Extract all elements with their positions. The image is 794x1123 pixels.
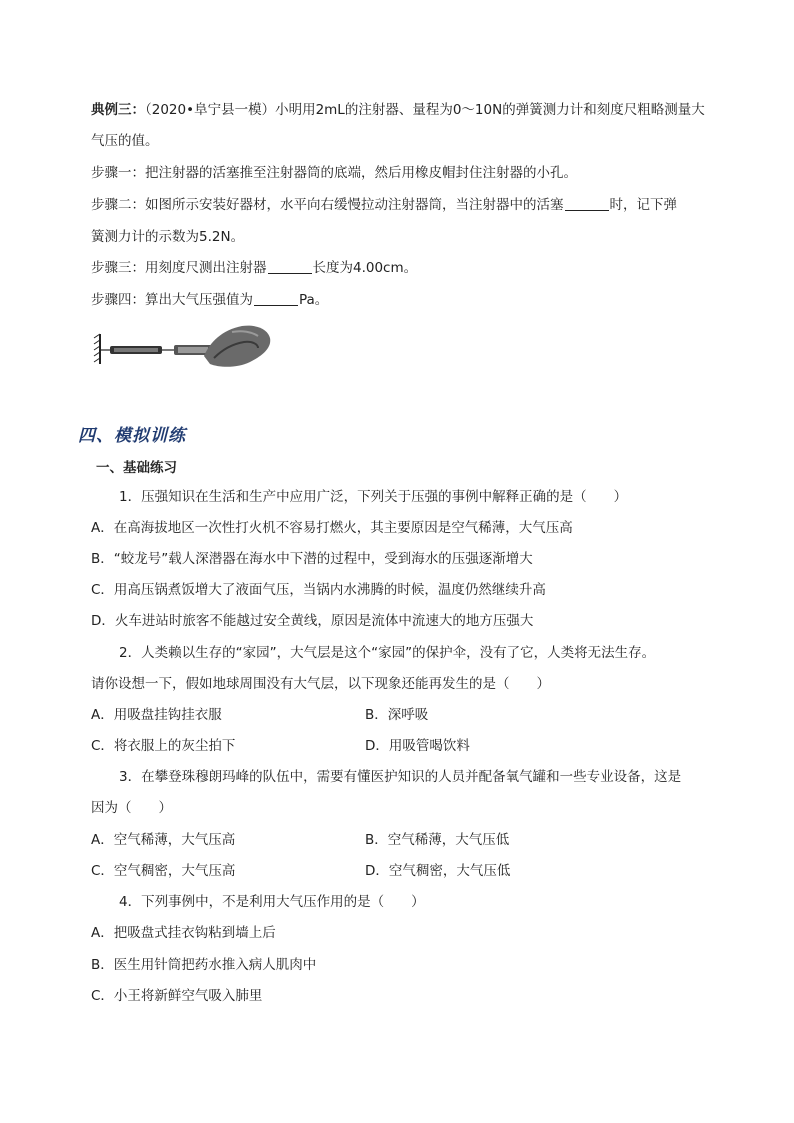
answer-blank-2 bbox=[268, 259, 312, 274]
example-step-2-cont: 簧测力计的示数为5.2N。 bbox=[91, 229, 245, 245]
question-1-option-a: A．在高海拔地区一次性打火机不容易打燃火，其主要原因是空气稀薄，大气压高 bbox=[91, 520, 573, 536]
question-1-option-d: D．火车进站时旅客不能越过安全黄线，原因是流体中流速大的地方压强大 bbox=[91, 613, 534, 629]
apparatus-figure bbox=[92, 322, 292, 372]
answer-blank-3 bbox=[254, 291, 298, 306]
question-4-stem: 4．下列事例中，不是利用大气压作用的是（ ） bbox=[119, 894, 425, 910]
question-4-option-c: C．小王将新鲜空气吸入肺里 bbox=[91, 988, 263, 1004]
example-line-2: 气压的值。 bbox=[91, 133, 159, 149]
question-3-stem-1: 3．在攀登珠穆朗玛峰的队伍中，需要有懂医护知识的人员并配备氧气罐和一些专业设备，这是 bbox=[119, 769, 682, 785]
question-1-option-c: C．用高压锅煮饭增大了液面气压，当锅内水沸腾的时候，温度仍然继续升高 bbox=[91, 582, 546, 598]
question-3-stem-2: 因为（ ） bbox=[91, 800, 172, 816]
question-3-option-c: C．空气稠密，大气压高 bbox=[91, 863, 236, 879]
example-step-3 bbox=[91, 258, 417, 278]
example-step-1: 步骤一：把注射器的活塞推至注射器筒的底端，然后用橡皮帽封住注射器的小孔。 bbox=[91, 165, 577, 181]
question-2-option-d: D．用吸管喝饮料 bbox=[365, 738, 470, 754]
step3-text-a: 步骤三：用刻度尺测出注射器 bbox=[91, 260, 267, 276]
question-1-stem: 1．压强知识在生活和生产中应用广泛，下列关于压强的事例中解释正确的是（ ） bbox=[119, 489, 628, 505]
question-4-option-b: B．医生用针筒把药水推入病人肌肉中 bbox=[91, 957, 317, 973]
section-subtitle: 一、基础练习 bbox=[96, 460, 177, 476]
example-step-2 bbox=[91, 195, 677, 215]
question-3-option-a: A．空气稀薄，大气压高 bbox=[91, 832, 236, 848]
example-step-4 bbox=[91, 290, 328, 310]
answer-blank-1 bbox=[565, 196, 609, 211]
step4-text-b: Pa。 bbox=[299, 292, 329, 308]
wall-icon bbox=[94, 334, 100, 364]
example-text-1: （2020•阜宁县一模）小明用2mL的注射器、量程为0～10N的弹簧测力计和刻度尺粗略测量大 bbox=[145, 102, 705, 118]
example-label: 典例三： bbox=[91, 102, 145, 118]
section-title: 四、模拟训练 bbox=[78, 426, 186, 446]
hand-icon bbox=[204, 326, 270, 367]
example-line-1 bbox=[91, 100, 705, 120]
step3-text-b: 长度为4.00cm。 bbox=[312, 260, 418, 276]
question-2-stem-1: 2．人类赖以生存的“家园”，大气层是这个“家园”的保护伞，没有了它，人类将无法生存。 bbox=[119, 645, 656, 661]
question-2-option-b: B．深呼吸 bbox=[365, 707, 429, 723]
question-3-option-d: D．空气稠密，大气压低 bbox=[365, 863, 511, 879]
question-2-option-a: A．用吸盘挂钩挂衣服 bbox=[91, 707, 222, 723]
step2-text-a: 步骤二：如图所示安装好器材，水平向右缓慢拉动注射器筒，当注射器中的活塞 bbox=[91, 197, 564, 213]
step2-text-b: 时，记下弹 bbox=[609, 197, 677, 213]
question-2-stem-2: 请你设想一下，假如地球周围没有大气层，以下现象还能再发生的是（ ） bbox=[91, 676, 550, 692]
question-2-option-c: C．将衣服上的灰尘拍下 bbox=[91, 738, 236, 754]
question-3-option-b: B．空气稀薄，大气压低 bbox=[365, 832, 510, 848]
step4-text-a: 步骤四：算出大气压强值为 bbox=[91, 292, 253, 308]
question-1-option-b: B．“蛟龙号”载人深潜器在海水中下潜的过程中，受到海水的压强逐渐增大 bbox=[91, 551, 533, 567]
question-4-option-a: A．把吸盘式挂衣钩粘到墙上后 bbox=[91, 925, 276, 941]
